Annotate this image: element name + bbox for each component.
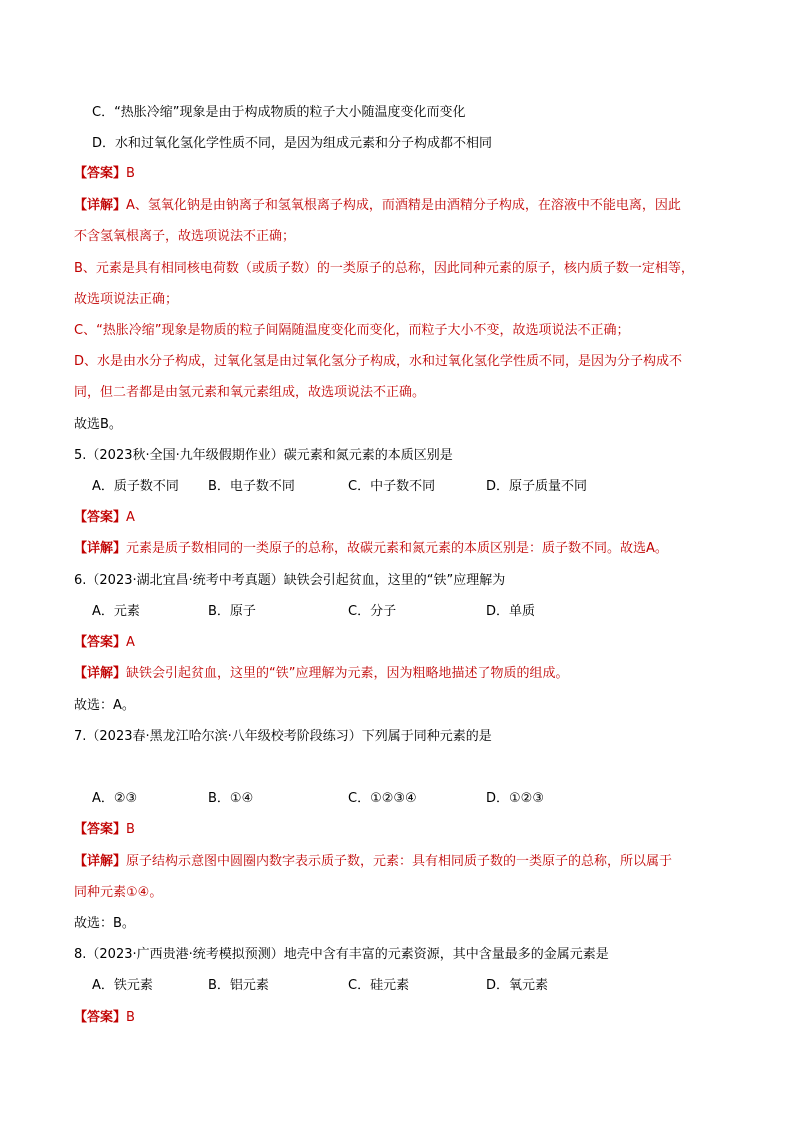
answer-tag: 【答案】 xyxy=(74,510,127,525)
detail-text: 元素是质子数相同的一类原子的总称，故碳元素和氮元素的本质区别是：质子数不同。故选A。 xyxy=(126,541,668,556)
detail-tag: 【详解】 xyxy=(74,198,127,213)
answer-tag: 【答案】 xyxy=(74,635,127,650)
q4-conclusion: 故选B。 xyxy=(74,417,122,432)
q5-option-b: B．电子数不同 xyxy=(208,479,295,494)
answer-value: B xyxy=(126,166,135,181)
detail-tag: 【详解】 xyxy=(74,854,127,869)
q4-detail-line-4: 故选项说法正确； xyxy=(74,292,179,307)
q6-option-d: D．单质 xyxy=(486,604,536,619)
q6-option-c: C．分子 xyxy=(348,604,397,619)
circled-numbers: ①④ xyxy=(126,885,150,900)
answer-value: A xyxy=(126,635,135,650)
answer-tag: 【答案】 xyxy=(74,166,127,181)
q7-option-c: C．①②③④ xyxy=(348,791,417,806)
q4-detail-line-3: B、元素是具有相同核电荷数（或质子数）的一类原子的总称，因此同种元素的原子，核内质子数一定相等， xyxy=(74,261,694,276)
q5-stem: 5.（2023秋·全国·九年级假期作业）碳元素和氮元素的本质区别是 xyxy=(74,448,453,463)
q7-option-d: D．①②③ xyxy=(486,791,544,806)
detail-text: 原子结构示意图中圆圈内数字表示质子数，元素：具有相同质子数的一类原子的总称，所以属于 xyxy=(126,854,673,869)
q5-option-d: D．原子质量不同 xyxy=(486,479,588,494)
q7-answer-line xyxy=(74,821,135,839)
detail-tag: 【详解】 xyxy=(74,666,127,681)
answer-tag: 【答案】 xyxy=(74,822,127,837)
q5-detail xyxy=(74,540,668,558)
answer-value: B xyxy=(126,822,135,837)
detail-text: A、氢氧化钠是由钠离子和氢氧根离子构成，而酒精是由酒精分子构成，在溶液中不能电离，因此 xyxy=(126,198,681,213)
q7-detail-line-1 xyxy=(74,853,672,871)
q8-stem: 8.（2023·广西贵港·统考模拟预测）地壳中含有丰富的元素资源，其中含量最多的金属元素是 xyxy=(74,947,609,962)
q4-option-d: D．水和过氧化氢化学性质不同，是因为组成元素和分子构成都不相同 xyxy=(92,136,493,151)
q5-option-a: A．质子数不同 xyxy=(92,479,179,494)
q8-answer-line xyxy=(74,1009,135,1027)
q6-stem: 6.（2023·湖北宜昌·统考中考真题）缺铁会引起贫血，这里的“铁”应理解为 xyxy=(74,573,506,588)
q4-option-c: C．“热胀冷缩”现象是由于构成物质的粒子大小随温度变化而变化 xyxy=(92,105,466,120)
q5-option-c: C．中子数不同 xyxy=(348,479,436,494)
q6-conclusion: 故选：A。 xyxy=(74,698,135,713)
answer-value: A xyxy=(126,510,135,525)
q4-answer-line xyxy=(74,165,135,183)
detail-text-end: 。 xyxy=(149,885,163,900)
q7-detail-line-2 xyxy=(74,884,162,902)
q8-option-c: C．硅元素 xyxy=(348,978,410,993)
q7-conclusion: 故选：B。 xyxy=(74,916,135,931)
detail-tag: 【详解】 xyxy=(74,541,127,556)
q5-answer-line xyxy=(74,509,135,527)
q4-detail-line-7: 同，但二者都是由氢元素和氧元素组成，故选项说法不正确。 xyxy=(74,385,426,400)
q6-option-a: A．元素 xyxy=(92,604,140,619)
q8-option-b: B．铝元素 xyxy=(208,978,269,993)
q7-stem: 7.（2023春·黑龙江哈尔滨·八年级校考阶段练习）下列属于同种元素的是 xyxy=(74,729,492,744)
q8-option-a: A．铁元素 xyxy=(92,978,153,993)
q7-option-a: A．②③ xyxy=(92,791,138,806)
q4-detail-line-1 xyxy=(74,197,681,215)
q4-detail-line-6: D、水是由水分子构成，过氧化氢是由过氧化氢分子构成，水和过氧化氢化学性质不同，是因为分子构成不 xyxy=(74,354,683,369)
q6-answer-line xyxy=(74,634,135,652)
q8-option-d: D．氧元素 xyxy=(486,978,549,993)
q6-detail xyxy=(74,665,569,683)
answer-tag: 【答案】 xyxy=(74,1010,127,1025)
detail-text: 同种元素 xyxy=(74,885,127,900)
q7-option-b: B．①④ xyxy=(208,791,254,806)
q4-detail-line-5: C、“热胀冷缩”现象是物质的粒子间隔随温度变化而变化，而粒子大小不变，故选项说法不正确； xyxy=(74,323,630,338)
detail-text: 缺铁会引起贫血，这里的“铁”应理解为元素，因为粗略地描述了物质的组成。 xyxy=(126,666,569,681)
q6-option-b: B．原子 xyxy=(208,604,256,619)
answer-value: B xyxy=(126,1010,135,1025)
q4-detail-line-2: 不含氢氧根离子，故选项说法不正确； xyxy=(74,229,296,244)
